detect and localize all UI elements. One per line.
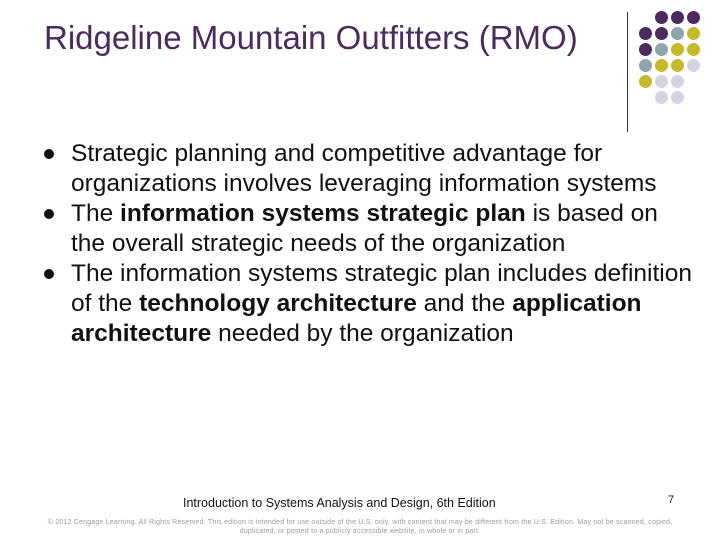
decorative-dot: [639, 43, 652, 56]
decorative-dot: [639, 27, 652, 40]
decorative-dot: [687, 43, 700, 56]
decorative-dot: [687, 59, 700, 72]
decorative-dot: [639, 59, 652, 72]
decorative-dot: [639, 75, 652, 88]
decorative-dot: [655, 11, 668, 24]
decorative-dot: [671, 27, 684, 40]
decorative-dot: [671, 59, 684, 72]
decorative-dot: [655, 27, 668, 40]
bullet-text: Strategic planning and competitive advantage for organizations involves leveraging information systems: [71, 140, 657, 197]
decorative-dot: [655, 75, 668, 88]
bullet-text: The information systems strategic plan includes definition of the: [71, 260, 692, 317]
decorative-dot: [655, 59, 668, 72]
decorative-dot: [671, 43, 684, 56]
bullet-item: [44, 139, 694, 199]
decorative-dot: [655, 91, 668, 104]
bold-term: application architecture: [71, 290, 642, 347]
bullet-marker: [44, 269, 54, 279]
decorative-dot: [687, 27, 700, 40]
bullet-item: [44, 199, 694, 259]
decorative-dot: [671, 75, 684, 88]
bullet-item: [44, 259, 694, 349]
bullet-list: [44, 139, 694, 349]
decorative-dot: [687, 11, 700, 24]
bold-term: information systems strategic plan: [120, 200, 526, 227]
decorative-dot: [655, 43, 668, 56]
copyright-notice: © 2012 Cengage Learning. All Rights Reserved. This edition is intended for use outside of the U.S. only, with content that may be different from the U.S. Edition. May not be scanned, copied, duplicated, or posted to a publicly accessible website, in whole or in part.: [47, 519, 673, 535]
slide-title: Ridgeline Mountain Outfitters (RMO): [44, 19, 578, 56]
bullet-marker: [44, 209, 54, 219]
decorative-dot: [671, 91, 684, 104]
bullet-text: and the: [416, 290, 513, 317]
decorative-dot-grid: [0, 0, 720, 140]
bullet-text: is based on the overall strategic needs of the organization: [71, 200, 658, 257]
bold-term: technology architecture: [139, 290, 417, 317]
bullet-marker: [44, 149, 54, 159]
bullet-text: needed by the organization: [211, 320, 514, 347]
page-number: 7: [668, 494, 675, 506]
decorative-dot: [671, 11, 684, 24]
slide-footer: Introduction to Systems Analysis and Design, 6th Edition: [183, 496, 496, 510]
bullet-text: The: [71, 200, 121, 227]
